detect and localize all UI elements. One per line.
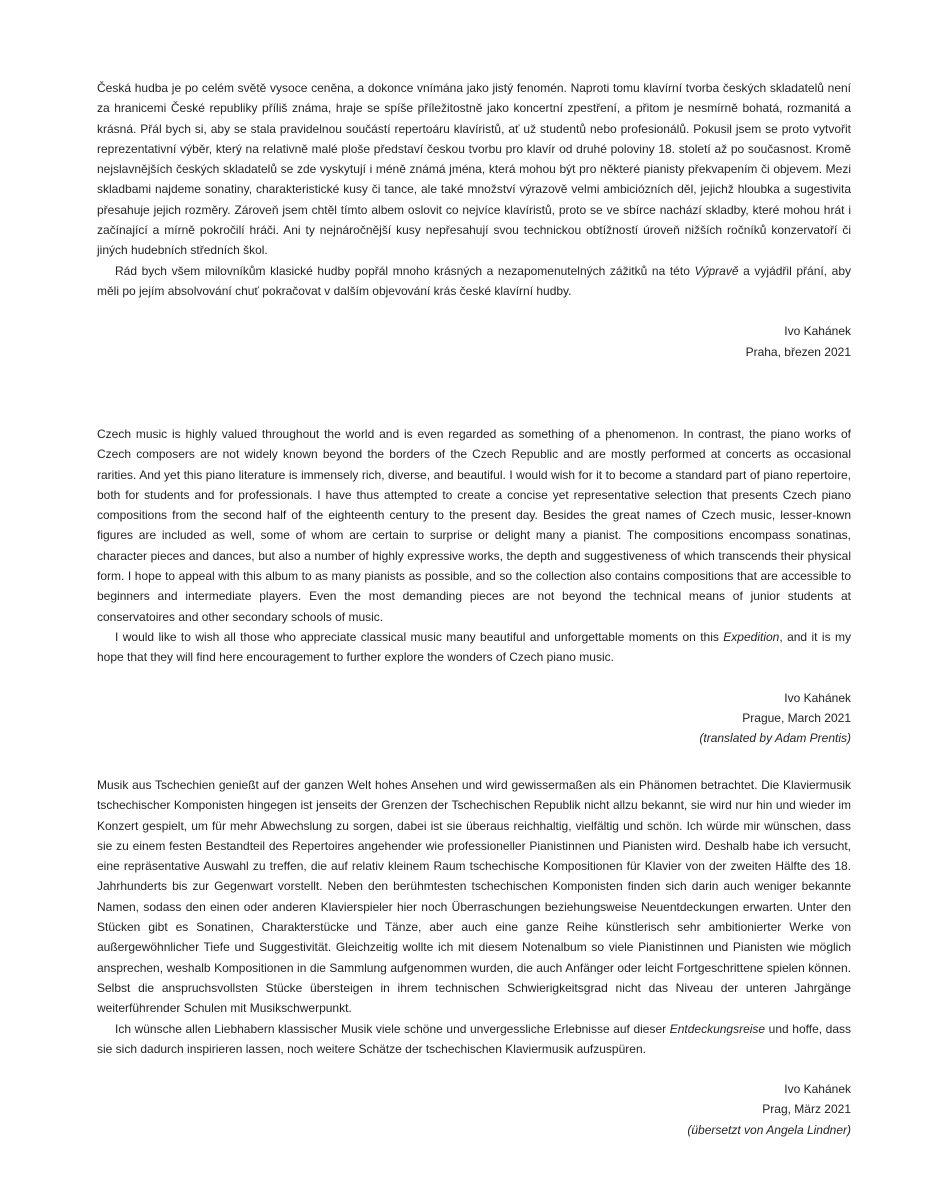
- czech-paragraph-1: Česká hudba je po celém světě vysoce ceněna, a dokonce vnímána jako jistý fenomén. Naproti tomu klavírní tvorba českých skladatelů není za hranicemi České republiky příliš známa, hraje se spíše příležitostně jako koncertní zpestření, a přitom je nesmírně bohatá, rozmanitá a krásná. Přál bych si, aby se stala pravidelnou součástí repertoáru klavíristů, ať už studentů nebo profesionálů. Pokusil jsem se proto vytvořit reprezentativní výběr, který na relativně malé ploše představí českou tvorbu pro klavír od druhé poloviny 18. století až po současnost. Kromě nejslavnějších českých skladatelů se zde vyskytují i méně známá jména, která mohou být pro některé pianisty překvapením či objevem. Mezi skladbami najdeme sonatiny, charakteristické kusy či tance, ale také množství výrazově velmi ambiciózních děl, jejichž hloubka a sugestivita přesahuje jejich rozměry. Zároveň jsem chtěl tímto albem oslovit co nejvíce klavíristů, proto se ve sbírce nachází skladby, které mohou hrát i začínající a mírně pokročilí hráči. Ani ty nejnáročnější kusy nepřesahují svou technickou obtížností úroveň nižších ročníků konzervatoří či jiných hudebních středních škol.: [97, 81, 851, 258]
- english-translator-credit: (translated by Adam Prentis): [699, 731, 851, 746]
- czech-signature-name: Ivo Kahánek: [784, 324, 851, 339]
- english-section: [97, 424, 851, 775]
- german-paragraph-1: Musik aus Tschechien genießt auf der ganzen Welt hohes Ansehen und wird gewissermaßen als ein Phänomen betrachtet. Die Klaviermusik tschechischer Komponisten hingegen ist jenseits der Grenzen der Tschechischen Republik nicht allzu bekannt, sie wird nur hin und wieder im Konzert gespielt, um für mehr Abwechslung zu sorgen, dabei ist sie überaus reichhaltig, vielfältig und schön. Ich würde mir wünschen, dass sie zu einem festen Bestandteil des Repertoires angehender wie professioneller Pianistinnen und Pianisten wird. Deshalb habe ich versucht, eine repräsentative Auswahl zu treffen, die auf relativ kleinem Raum tschechische Kompositionen für Klavier von der zweiten Hälfte des 18. Jahrhunderts bis zur Gegenwart vorstellt. Neben den berühmtesten tschechischen Komponisten finden sich darin auch weniger bekannte Namen, sodass den einen oder anderen Klavierspieler hier noch Überraschungen beziehungsweise Neuentdeckungen erwarten. Unter den Stücken gibt es Sonatinen, Charakterstücke und Tänze, aber auch eine ganze Reihe künstlerisch sehr ambitionierter Werke von außergewöhnlicher Tiefe und Suggestivität. Gleichzeitig wollte ich mit diesem Notenalbum so viele Pianistinnen und Pianisten wie möglich ansprechen, weshalb Kompositionen in die Sammlung aufgenommen wurden, die auch Anfänger oder leicht Fortgeschrittene spielen können. Selbst die anspruchsvollsten Stücke übersteigen in ihrem technischen Schwierigkeitsgrad nicht das Niveau der unteren Jahrgänge weiterführender Schulen mit Musikschwerpunkt.: [97, 778, 851, 1016]
- english-paragraph-2: [97, 627, 851, 668]
- german-signature: [97, 1079, 851, 1140]
- czech-title-italic: Výpravě: [694, 263, 739, 278]
- czech-signature: [97, 321, 851, 362]
- english-signature: [97, 688, 851, 749]
- german-paragraph-2: [97, 1019, 851, 1060]
- czech-paragraph-2-end: a vyjádřil přání, aby měli po jejím absolvování chuť pokračovat v dalším objevování krás české klavírní hudby.: [97, 263, 852, 298]
- czech-section: [97, 78, 851, 424]
- german-section: [97, 775, 851, 1140]
- german-translator-credit: (übersetzt von Angela Lindner): [687, 1122, 851, 1137]
- german-paragraph-2-start: Ich wünsche allen Liebhabern klassischer Musik viele schöne und unvergessliche Erlebnisse auf dieser: [115, 1021, 670, 1036]
- german-paragraph-2-end: und hoffe, dass sie sich dadurch inspirieren lassen, noch weitere Schätze der tschechischen Klaviermusik aufzuspüren.: [97, 1021, 851, 1056]
- czech-paragraph-2-start: Rád bych všem milovníkům klasické hudby popřál mnoho krásných a nezapomenutelných zážitků na této: [115, 263, 695, 278]
- english-paragraph-1: Czech music is highly valued throughout the world and is even regarded as something of a phenomenon. In contrast, the piano works of Czech composers are not widely known beyond the borders of the Czech Republic and are mostly performed at concerts as occasional rarities. And yet this piano literature is immensely rich, diverse, and beautiful. I would wish for it to become a standard part of piano repertoire, both for students and for professionals. I have thus attempted to create a concise yet representative selection that presents Czech piano compositions from the second half of the eighteenth century to the present day. Besides the great names of Czech music, lesser-known figures are included as well, some of whom are certain to surprise or delight many a pianist. The compositions encompass sonatinas, character pieces and dances, but also a number of highly expressive works, the depth and suggestiveness of which transcends their physical form. I hope to appeal with this album to as many pianists as possible, and so the collection also contains compositions that are accessible to beginners and intermediate players. Even the most demanding pieces are not beyond the technical means of junior students at conservatoires and other secondary schools of music.: [97, 427, 851, 624]
- english-paragraph-2-start: I would like to wish all those who appreciate classical music many beautiful and unforgettable moments on this: [115, 629, 724, 644]
- english-signature-name: Ivo Kahánek: [784, 690, 851, 705]
- english-title-italic: Expedition: [723, 629, 780, 644]
- english-paragraph-2-end: , and it is my hope that they will find here encouragement to further explore the wonders of Czech piano music.: [97, 629, 851, 665]
- czech-signature-place: Praha, březen 2021: [745, 344, 851, 359]
- english-signature-place: Prague, March 2021: [742, 710, 851, 725]
- german-signature-name: Ivo Kahánek: [784, 1082, 851, 1097]
- german-signature-place: Prag, März 2021: [762, 1102, 851, 1117]
- czech-paragraph-2: [97, 261, 851, 302]
- german-title-italic: Entdeckungsreise: [669, 1021, 766, 1036]
- document-page: [97, 78, 851, 1140]
